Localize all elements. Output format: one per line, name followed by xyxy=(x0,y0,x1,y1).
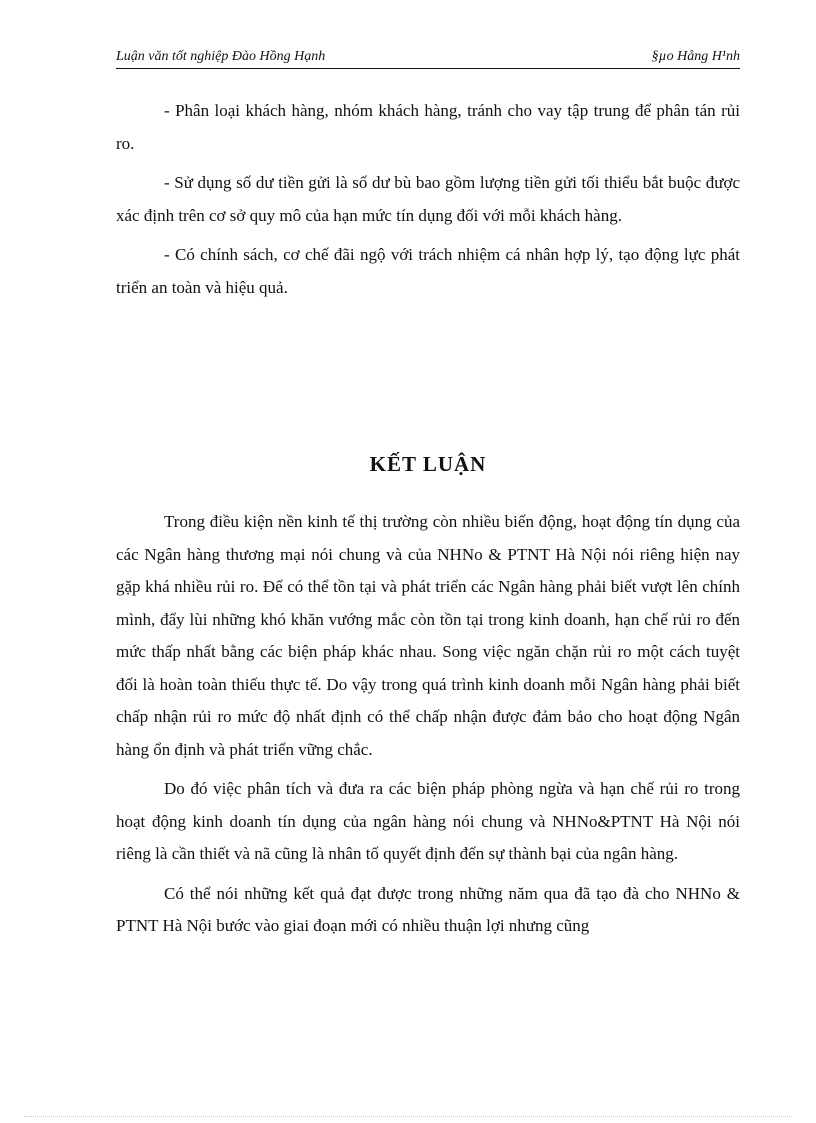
header-author: Luận văn tốt nghiệp Đào Hồng Hạnh xyxy=(116,49,326,64)
conclusion-paragraph: Do đó việc phân tích và đưa ra các biện pháp phòng ngừa và hạn chế rủi ro trong hoạt động kinh doanh tín dụng của ngân hàng nói chung và NHNo&PTNT Hà Nội nói riêng là cần thiết và nã cũng là nhân tố quyết định đến sự thành bại của ngân hàng. xyxy=(116,779,740,863)
page-header xyxy=(116,48,740,68)
header-rule xyxy=(116,68,740,69)
conclusion-body xyxy=(116,506,740,943)
bullet-paragraph: - Sử dụng số dư tiền gửi là số dư bù bao gồm lượng tiền gửi tối thiểu bắt buộc được xác định trên cơ sở quy mô của hạn mức tín dụng đối với mỗi khách hàng. xyxy=(116,173,740,225)
conclusion-paragraph: Có thể nói những kết quả đạt được trong những năm qua đã tạo đà cho NHNo & PTNT Hà Nội bước vào giai đoạn mới có nhiều thuận lợi nhưng cũng xyxy=(116,883,740,935)
bullet-paragraph: - Có chính sách, cơ chế đãi ngộ với trách nhiệm cá nhân hợp lý, tạo động lực phát triển an toàn và hiệu quả. xyxy=(116,245,740,297)
section-title: KẾT LUẬN xyxy=(369,452,487,476)
conclusion-paragraph: Trong điều kiện nền kinh tế thị trường còn nhiều biến động, hoạt động tín dụng của các Ngân hàng thương mại nói chung và của NHNo & PTNT Hà Nội nói riêng hiện nay gặp khá nhiều rủi ro. Để có thể tồn tại và phát triển các Ngân hàng phải biết vượt lên chính mình, đẩy lùi những khó khăn vướng mắc còn tồn tại trong kinh doanh, hạn chế rủi ro đến mức thấp nhất bằng các biện pháp khác nhau. Song việc ngăn chặn rủi ro một cách tuyệt đối là hoàn toàn thiếu thực tế. Do vậy trong quá trình kinh doanh mỗi Ngân hàng phải biết chấp nhận rủi ro mức độ nhất định có thể chấp nhận được đảm bảo cho hoạt động Ngân hàng ổn định và phát triển vững chắc. xyxy=(116,512,740,759)
footer-dotted-rule xyxy=(24,1116,792,1117)
page-body xyxy=(116,95,740,935)
bullet-paragraph: - Phân loại khách hàng, nhóm khách hàng, tránh cho vay tập trung để phân tán rủi ro. xyxy=(116,101,740,153)
header-author-legacy-encoding: §µo Hång H¹nh xyxy=(651,49,740,64)
